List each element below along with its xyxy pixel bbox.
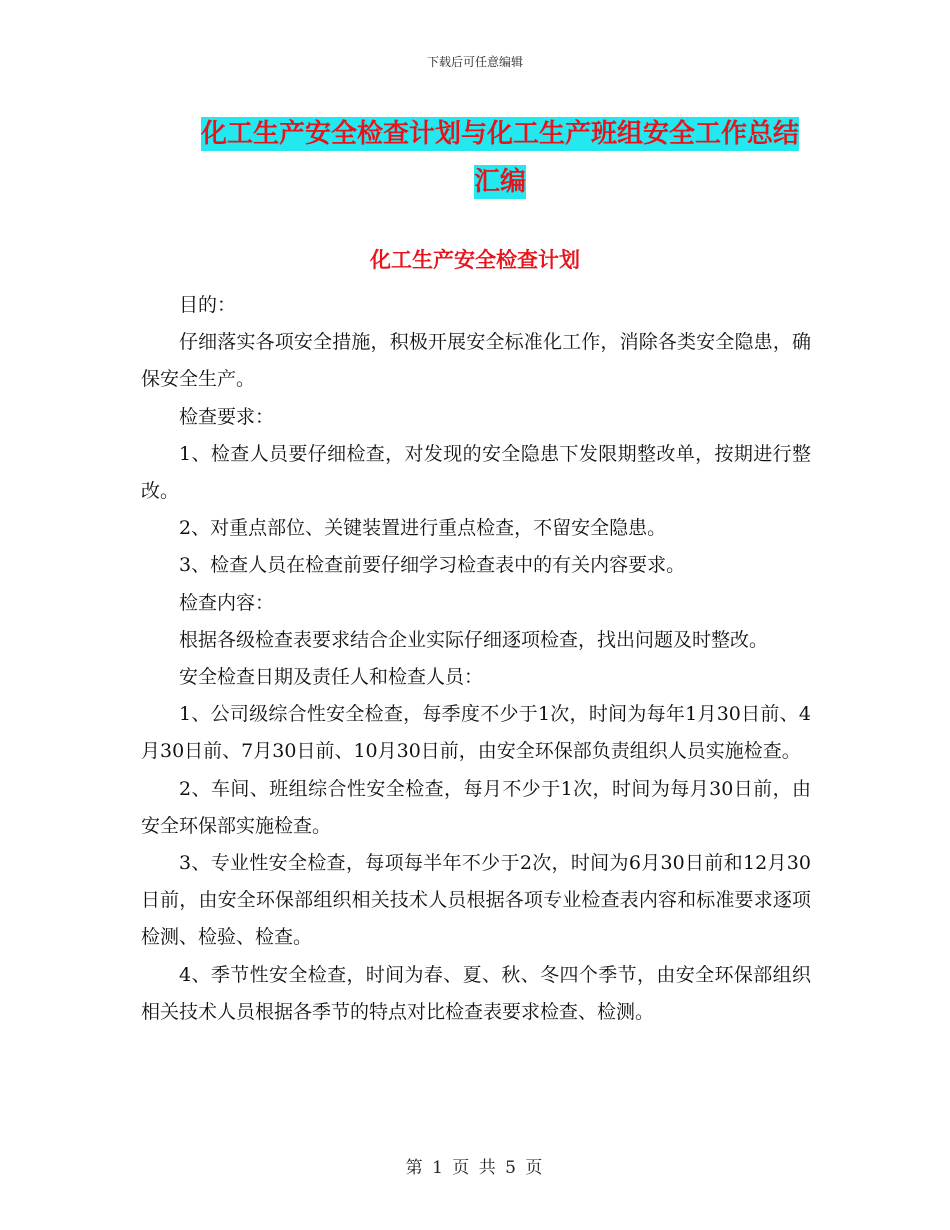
- paragraph: 安全检查日期及责任人和检查人员：: [179, 666, 484, 689]
- page-header-note: 下载后可任意编辑: [426, 55, 523, 69]
- page-number-footer: 第 1 页 共 5 页: [405, 1158, 545, 1178]
- section-title: 化工生产安全检查计划: [370, 248, 580, 272]
- paragraph: 根据各级检查表要求结合企业实际仔细逐项检查，找出问题及时整改。: [179, 628, 769, 651]
- paragraph: 4、季节性安全检查，时间为春、夏、秋、冬四个季节，由安全环保部组织相关技术人员根据各季节的特点对比检查表要求检查、检测。: [141, 963, 811, 1023]
- document-body: [141, 287, 811, 1031]
- paragraph: 2、车间、班组综合性安全检查，每月不少于1次，时间为每月30日前，由安全环保部实施检查。: [141, 777, 811, 837]
- paragraph: 目的：: [179, 294, 237, 316]
- paragraph: 2、对重点部位、关键装置进行重点检查，不留安全隐患。: [179, 517, 667, 540]
- document-title-line2: 汇编: [473, 167, 526, 197]
- paragraph: 3、专业性安全检查，每项每半年不少于2次，时间为6月30日前和12月30日前，由安全环保部组织相关技术人员根据各项专业检查表内容和标准要求逐项检测、检验、检查。: [141, 852, 811, 949]
- document-title-line1: 化工生产安全检查计划与化工生产班组安全工作总结: [200, 119, 799, 149]
- paragraph: 1、公司级综合性安全检查，每季度不少于1次，时间为每年1月30日前、4月30日前、7月30日前、10月30日前，由安全环保部负责组织人员实施检查。: [141, 703, 811, 763]
- paragraph: 仔细落实各项安全措施，积极开展安全标准化工作，消除各类安全隐患，确保安全生产。: [141, 331, 811, 391]
- paragraph: 检查内容：: [179, 591, 275, 614]
- document-title: [150, 110, 850, 206]
- paragraph: 3、检查人员在检查前要仔细学习检查表中的有关内容要求。: [179, 554, 686, 577]
- paragraph: 检查要求：: [179, 405, 275, 428]
- paragraph: 1、检查人员要仔细检查，对发现的安全隐患下发限期整改单，按期进行整改。: [141, 442, 811, 503]
